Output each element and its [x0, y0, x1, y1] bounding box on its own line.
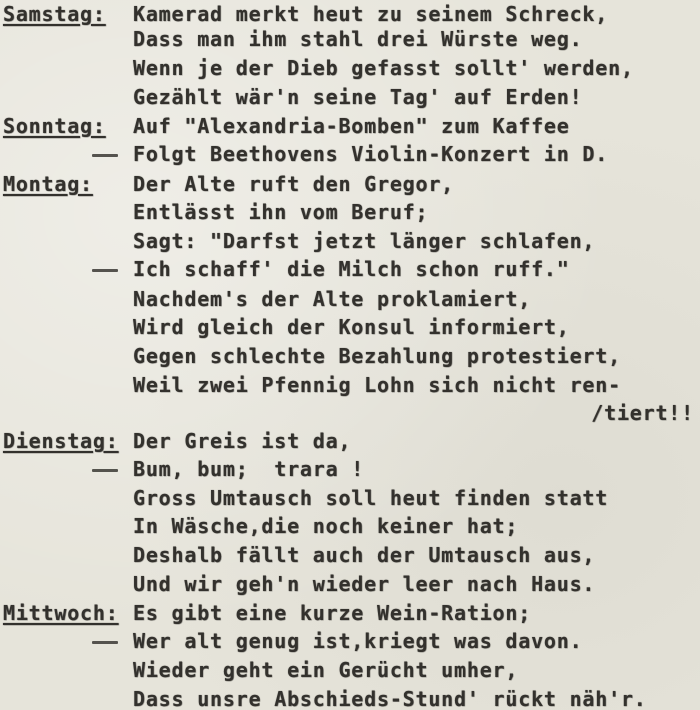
verse-text: Es gibt eine kurze Wein-Ration; [133, 601, 532, 625]
text-line [0, 85, 700, 109]
text-line [0, 114, 700, 138]
text-line [0, 429, 700, 453]
verse-text: Gezählt wär'n seine Tag' auf Erden! [133, 85, 583, 109]
verse-text: Wieder geht ein Gerücht umher, [133, 658, 519, 682]
text-line [0, 27, 700, 51]
text-line [0, 486, 700, 510]
text-line [0, 629, 700, 653]
verse-text: Dass unsre Abschieds-Stund' rückt näh'r. [133, 687, 647, 710]
dash-mark [92, 154, 118, 157]
verse-text: Deshalb fällt auch der Umtausch aus, [133, 543, 596, 567]
text-line [0, 56, 700, 80]
dash-mark [92, 269, 118, 272]
text-line [0, 457, 700, 481]
dash-mark [92, 469, 118, 472]
text-line [0, 229, 700, 253]
text-line [0, 543, 700, 567]
weekday-label: Mittwoch: [3, 601, 119, 625]
text-line [0, 257, 700, 281]
text-line [0, 142, 700, 166]
weekday-label: Sonntag: [3, 114, 106, 138]
text-line [0, 401, 700, 425]
verse-text: Und wir geh'n wieder leer nach Haus. [133, 572, 596, 596]
weekday-label: Dienstag: [3, 429, 119, 453]
verse-text: Wenn je der Dieb gefasst sollt' werden, [133, 56, 634, 80]
verse-text: Gegen schlechte Bezahlung protestiert, [133, 344, 621, 368]
verse-text: Dass man ihm stahl drei Würste weg. [133, 27, 583, 51]
verse-text: Wer alt genug ist,kriegt was davon. [133, 629, 583, 653]
verse-text: In Wäsche,die noch keiner hat; [133, 514, 519, 538]
text-line [0, 344, 700, 368]
text-line [0, 2, 700, 26]
verse-text: Bum, bum; trara ! [133, 457, 365, 481]
text-line [0, 658, 700, 682]
verse-text: Der Greis ist da, [133, 429, 352, 453]
text-line [0, 687, 700, 710]
text-line [0, 572, 700, 596]
text-line [0, 172, 700, 196]
verse-text: Ich schaff' die Milch schon ruff." [133, 257, 570, 281]
verse-text: Wird gleich der Konsul informiert, [133, 315, 570, 339]
verse-text: Auf "Alexandria-Bomben" zum Kaffee [133, 114, 570, 138]
line-continuation: /tiert!! [591, 401, 694, 425]
text-line [0, 601, 700, 625]
text-line [0, 315, 700, 339]
verse-text: Kamerad merkt heut zu seinem Schreck, [133, 2, 609, 26]
dash-mark [92, 641, 118, 644]
verse-text: Nachdem's der Alte proklamiert, [133, 287, 532, 311]
text-line [0, 514, 700, 538]
verse-text: Folgt Beethovens Violin-Konzert in D. [133, 142, 609, 166]
text-line [0, 200, 700, 224]
verse-text: Weil zwei Pfennig Lohn sich nicht ren- [133, 373, 621, 397]
text-line [0, 287, 700, 311]
text-line [0, 373, 700, 397]
verse-text: Entlässt ihn vom Beruf; [133, 200, 429, 224]
weekday-label: Samstag: [3, 2, 106, 26]
verse-text: Der Alte ruft den Gregor, [133, 172, 455, 196]
verse-text: Sagt: "Darfst jetzt länger schlafen, [133, 229, 596, 253]
verse-text: Gross Umtausch soll heut finden statt [133, 486, 609, 510]
weekday-label: Montag: [3, 172, 93, 196]
